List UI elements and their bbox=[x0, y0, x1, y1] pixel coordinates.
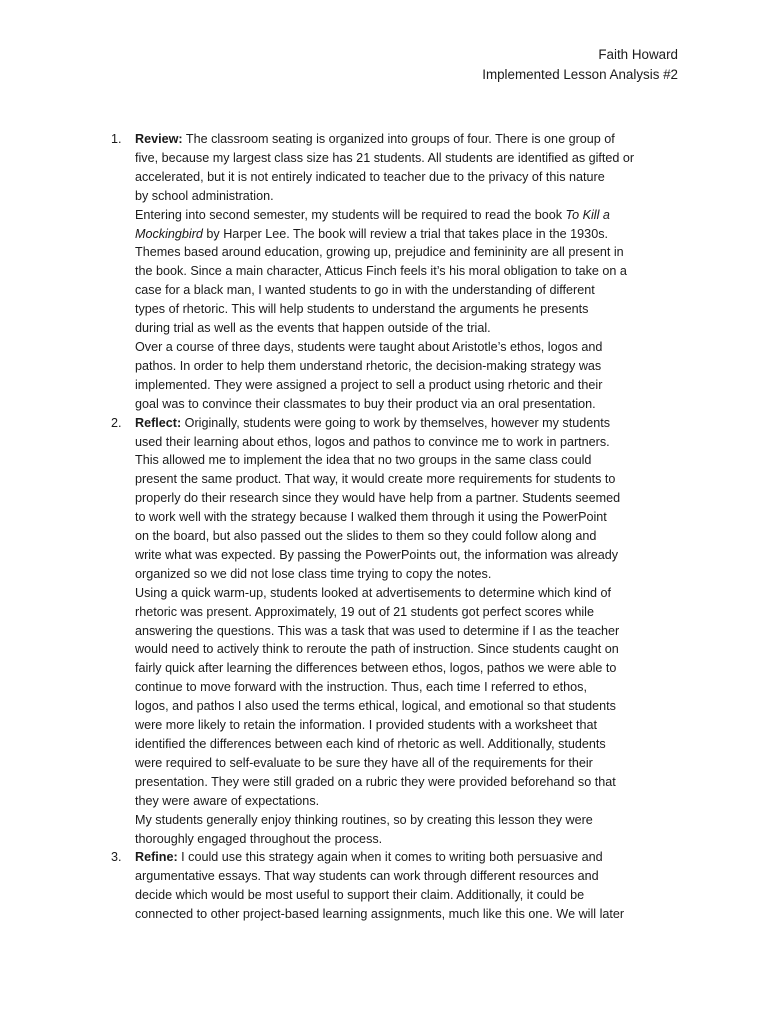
text-line: accelerated, but it is not entirely indicated to teacher due to the privacy of this nature bbox=[135, 169, 605, 184]
text-line: implemented. They were assigned a project to sell a product using rhetoric and their bbox=[135, 377, 603, 392]
text-line: present the same product. That way, it would create more requirements for students to bbox=[135, 472, 616, 487]
text-line: Themes based around education, growing up, prejudice and femininity are all present in bbox=[135, 245, 624, 260]
text-line: on the board, but also passed out the slides to them so they could follow along and bbox=[135, 529, 597, 544]
text-line: types of rhetoric. This will help students to understand the arguments he presents bbox=[135, 302, 589, 317]
text-line: identified the differences between each kind of rhetoric as well. Additionally, students bbox=[135, 737, 606, 751]
text-line: answering the questions. This was a task that was used to determine if I as the teacher bbox=[135, 623, 620, 638]
author-name: Faith Howard bbox=[598, 47, 678, 62]
text-line: write what was expected. By passing the PowerPoints out, the information was already bbox=[135, 547, 619, 562]
text-line: the book. Since a main character, Atticus Finch feels it’s his moral obligation to take on a bbox=[135, 264, 627, 279]
list-number: 1. bbox=[111, 132, 122, 146]
text-line: organized so we did not lose class time trying to copy the notes. bbox=[135, 566, 492, 581]
text-line: logos, and pathos I also used the terms ethical, logical, and emotional so that students bbox=[135, 699, 616, 714]
text-line: five, because my largest class size has 21 students. All students are identified as gifted or bbox=[135, 150, 635, 165]
list-item-review bbox=[0, 130, 768, 414]
text-line: properly do their research since they would have help from a partner. Students seemed bbox=[135, 491, 621, 506]
text-line: My students generally enjoy thinking routines, so by creating this lesson they were bbox=[135, 812, 593, 827]
text-line: case for a black man, I wanted students to go in with the understanding of different bbox=[135, 283, 595, 298]
list-number: 2. bbox=[111, 415, 122, 430]
book-title: Mockingbird bbox=[135, 226, 203, 241]
text-line: by school administration. bbox=[135, 188, 274, 203]
text-line: were required to self-evaluate to be sure they have all of the requirements for their bbox=[135, 755, 593, 770]
item-heading: Reflect: bbox=[135, 415, 182, 430]
document-title: Implemented Lesson Analysis #2 bbox=[482, 66, 678, 82]
text-line: would need to actively think to reroute the path of instruction. Since students caught on bbox=[135, 642, 619, 657]
text-line: used their learning about ethos, logos and pathos to convince me to work in partners. bbox=[135, 434, 610, 449]
text-line: during trial as well as the events that happen outside of the trial. bbox=[135, 321, 491, 336]
text-line: pathos. In order to help them understand rhetoric, the decision-making strategy was bbox=[135, 358, 602, 373]
document-header bbox=[482, 45, 678, 84]
text-line: argumentative essays. That way students can work through different resources and bbox=[135, 869, 599, 884]
text-line: thoroughly engaged throughout the process. bbox=[135, 831, 383, 846]
text-line: Refine: I could use this strategy again when it comes to writing both persuasive and bbox=[135, 850, 603, 865]
text-line: This allowed me to implement the idea that no two groups in the same class could bbox=[135, 453, 592, 468]
text-line: presentation. They were still graded on a rubric they were provided beforehand so that bbox=[135, 774, 616, 789]
text-line: fairly quick after learning the differences between ethos, logos, pathos we were able to bbox=[135, 661, 617, 676]
text-line: they were aware of expectations. bbox=[135, 793, 320, 808]
text-line: to work well with the strategy because I walked them through it using the PowerPoint bbox=[135, 510, 607, 525]
text-line: Entering into second semester, my students will be required to read the book To Kill a bbox=[135, 207, 610, 222]
list-item-reflect bbox=[0, 414, 768, 849]
item-heading: Refine: bbox=[135, 850, 178, 865]
list-item-refine bbox=[0, 848, 768, 924]
item-heading: Review: bbox=[135, 132, 183, 146]
text-line: decide which would be most useful to support their claim. Additionally, it could be bbox=[135, 888, 585, 903]
book-title: To Kill a bbox=[565, 207, 610, 222]
numbered-list bbox=[0, 130, 768, 924]
text-line: Over a course of three days, students were taught about Aristotle’s ethos, logos and bbox=[135, 339, 603, 354]
list-number: 3. bbox=[111, 850, 122, 865]
text-line: goal was to convince their classmates to buy their product via an oral presentation. bbox=[135, 396, 596, 411]
text-line: were more likely to retain the information. I provided students with a worksheet that bbox=[135, 718, 597, 733]
text-line: Review: The classroom seating is organized into groups of four. There is one group of bbox=[135, 132, 615, 146]
text-line: continue to move forward with the instruction. Thus, each time I referred to ethos, bbox=[135, 680, 587, 695]
text-line: Mockingbird by Harper Lee. The book will review a trial that takes place in the 1930s. bbox=[135, 226, 608, 241]
text-line: rhetoric was present. Approximately, 19 out of 21 students got perfect scores while bbox=[135, 604, 594, 619]
text-line: Reflect: Originally, students were going to work by themselves, however my students bbox=[135, 415, 611, 430]
text-line: connected to other project-based learning assignments, much like this one. We will later bbox=[135, 907, 625, 922]
text-line: Using a quick warm-up, students looked at advertisements to determine which kind of bbox=[135, 585, 611, 600]
